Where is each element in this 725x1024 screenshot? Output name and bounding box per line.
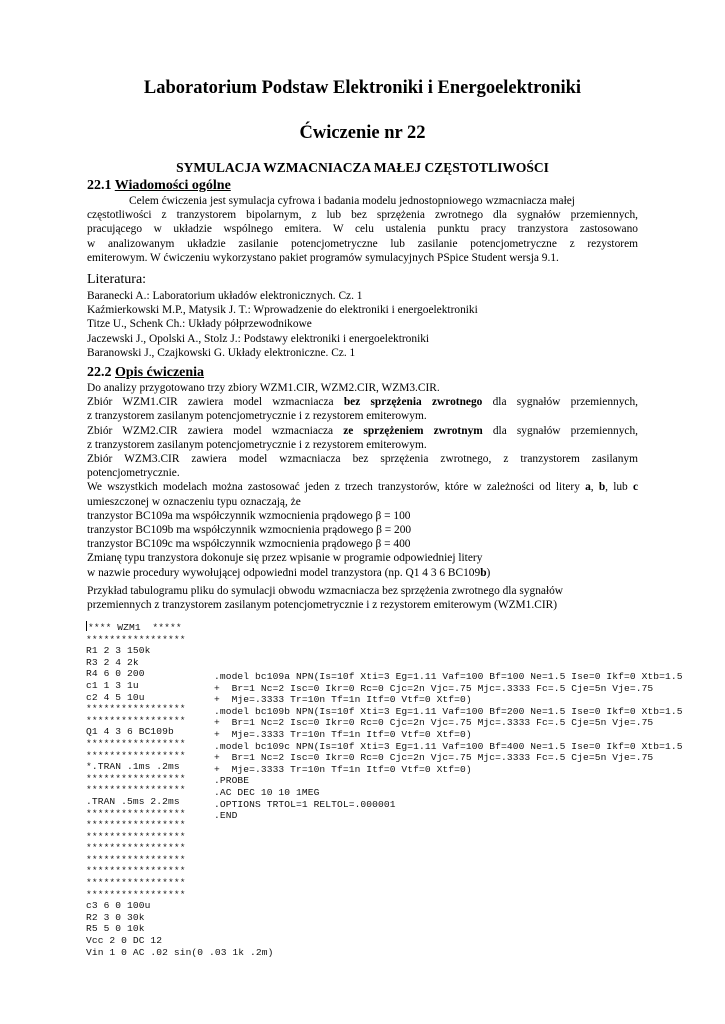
code-line: Q1 4 3 6 BC109b [86, 726, 174, 738]
lab-title: Laboratorium Podstaw Elektroniki i Energoelektroniki [143, 78, 582, 98]
code-line: R4 6 0 200 [86, 668, 145, 680]
code-line: + Br=1 Nc=2 Isc=0 Ikr=0 Rc=0 Cjc=2n Vjc=.75 Mjc=.3333 Fc=.5 Cje=5n Vje=.75 [214, 682, 654, 694]
code-line: .PROBE [214, 775, 250, 787]
code-line: ***************** [86, 877, 186, 889]
code-line: R5 5 0 10k [86, 923, 145, 935]
code-line: ***************** [86, 633, 186, 645]
literature-list [87, 289, 478, 360]
code-line: c2 4 5 10u [86, 691, 145, 703]
section-2-number: 22.2 [87, 365, 112, 380]
code-line: ***************** [86, 842, 186, 854]
code-line: *.TRAN .1ms .2ms [86, 761, 180, 773]
code-line: + Br=1 Nc=2 Isc=0 Ikr=0 Rc=0 Cjc=2n Vjc=.75 Mjc=.3333 Fc=.5 Cje=5n Vje=.75 [214, 717, 654, 729]
paragraph-line: umieszczonej w oznaczeniu typu oznaczają, że [87, 495, 301, 508]
section-2-heading [87, 365, 204, 381]
topic-title: SYMULACJA WZMACNIACZA MAŁEJ CZĘSTOTLIWOŚCI [176, 160, 549, 175]
paragraph-line: z tranzystorem zasilanym potencjometrycznie i z rezystorem emiterowym. [87, 410, 427, 423]
code-line: ***************** [86, 749, 186, 761]
code-line: ***************** [86, 703, 186, 715]
code-line: ***************** [86, 888, 186, 900]
code-listing-models [214, 671, 683, 822]
code-line: .AC DEC 10 10 1MEG [214, 786, 320, 798]
paragraph-line: pracującego w układzie wspólnego emitera. W celu ustalenia punktu pracy tranzystora zastosowano [87, 223, 638, 236]
section-2-body [87, 381, 638, 580]
literature-item: Kaźmierkowski M.P., Matysik J. T.: Wprowadzenie do elektroniki i energoelektroniki [87, 304, 478, 317]
code-line: ***************** [86, 830, 186, 842]
literature-item: Baranowski J., Czajkowski G. Układy elektroniczne. Cz. 1 [87, 346, 356, 359]
code-line: + Br=1 Nc=2 Isc=0 Ikr=0 Rc=0 Cjc=2n Vjc=.75 Mjc=.3333 Fc=.5 Cje=5n Vje=.75 [214, 752, 654, 764]
code-line: ***************** [86, 784, 186, 796]
wzm1-line: Zbiór WZM1.CIR zawiera model wzmacniacza bez sprzężenia zwrotnego dla sygnałów przemiennych, [87, 396, 638, 409]
code-line: + Mje=.3333 Tr=10n Tf=1n Itf=0 Vtf=0 Xtf=0) [214, 763, 472, 775]
code-line: + Mje=.3333 Tr=10n Tf=1n Itf=0 Vtf=0 Xtf=0) [214, 728, 472, 740]
literature-item: Jaczewski J., Opolski A., Stolz J.: Podstawy elektroniki i energoelektroniki [87, 332, 430, 345]
section-1-number: 22.1 [87, 178, 112, 193]
code-line: + Mje=.3333 Tr=10n Tf=1n Itf=0 Vtf=0 Xtf=0) [214, 694, 472, 706]
example-caption [87, 584, 638, 612]
paragraph-line: częstotliwości z tranzystorem bipolarnym, z lub bez sprzężenia zwrotnego dla sygnałów przemiennych, [87, 209, 638, 222]
exercise-title: Ćwiczenie nr 22 [299, 123, 426, 143]
section-1-title: Wiadomości ogólne [114, 178, 231, 193]
code-line: ***************** [86, 714, 186, 726]
code-line: R3 2 4 2k [86, 656, 139, 668]
section-1-paragraph [87, 194, 638, 265]
paragraph-line: z tranzystorem zasilanym potencjometrycznie i z rezystorem emiterowym. [87, 438, 427, 451]
code-line: c1 1 3 1u [86, 679, 139, 691]
code-line: ***************** [86, 737, 186, 749]
paragraph-line: przemiennych z tranzystorem zasilanym potencjometrycznie i z rezystorem emiterowym (WZM1.CIR) [87, 599, 558, 612]
section-2-title: Opis ćwiczenia [115, 365, 205, 380]
paragraph-line: Do analizy przygotowano trzy zbiory WZM1.CIR, WZM2.CIR, WZM3.CIR. [87, 382, 440, 394]
paragraph-line: potencjometrycznie. [87, 467, 180, 480]
code-line: .OPTIONS TRTOL=1 RELTOL=.000001 [214, 798, 396, 810]
code-line: .model bc109b NPN(Is=10f Xti=3 Eg=1.11 Vaf=100 Bf=200 Ne=1.5 Ise=0 Ikf=0 Xtb=1.5 [214, 705, 683, 717]
code-line: R1 2 3 150k [86, 645, 151, 657]
paragraph-line: w analizowanym układzie zasilanie potencjometryczne lub zasilanie potencjometryczne z rezystorem [87, 237, 638, 250]
change-line: w nazwie procedury wywołującej odpowiedni model tranzystora (np. Q1 4 3 6 BC109b) [87, 566, 491, 579]
paragraph-line: Zmianę typu tranzystora dokonuje się przez wpisanie w programie odpowiedniej litery [87, 552, 483, 565]
paragraph-line: Zbiór WZM3.CIR zawiera model wzmacniacza bez sprzężenia zwrotnego, z tranzystorem zasilanym [87, 453, 638, 466]
code-line: R2 3 0 30k [86, 911, 145, 923]
paragraph-line: Celem ćwiczenia jest symulacja cyfrowa i badania modelu jednostopniowego wzmacniacza małej [129, 195, 575, 207]
code-line: ***************** [86, 819, 186, 831]
code-line: ***************** [86, 853, 186, 865]
code-line: ***************** [86, 865, 186, 877]
code-line: .END [214, 810, 238, 822]
transistor-bc109a: tranzystor BC109a ma współczynnik wzmocnienia prądowego β = 100 [87, 509, 411, 522]
code-line: .model bc109a NPN(Is=10f Xti=3 Eg=1.11 Vaf=100 Bf=100 Ne=1.5 Ise=0 Ikf=0 Xtb=1.5 [214, 671, 683, 682]
text-cursor [86, 621, 87, 631]
literature-item: Titze U., Schenk Ch.: Układy półprzewodnikowe [87, 318, 312, 331]
literature-item: Baranecki A.: Laboratorium układów elektronicznych. Cz. 1 [87, 290, 363, 302]
code-line: Vcc 2 0 DC 12 [86, 935, 163, 947]
code-line: ***************** [86, 772, 186, 784]
code-line: ***************** [86, 807, 186, 819]
paragraph-line: emiterowym. W ćwiczeniu wykorzystano pakiet programów symulacyjnych PSpice Student wersja 9.1. [87, 251, 559, 264]
code-line: c3 6 0 100u [86, 900, 151, 912]
transistor-bc109b: tranzystor BC109b ma współczynnik wzmocnienia prądowego β = 200 [87, 524, 412, 537]
transistor-bc109c: tranzystor BC109c ma współczynnik wzmocnienia prądowego β = 400 [87, 538, 411, 551]
models-line: We wszystkich modelach można zastosować jeden z trzech tranzystorów, które w zależności od litery a, b, lub c [87, 481, 638, 494]
section-1-heading [87, 178, 231, 194]
paragraph-line: Przykład tabulogramu pliku do symulacji obwodu wzmacniacza bez sprzężenia zwrotnego dla sygnałów [87, 585, 564, 597]
literature-heading: Literatura: [87, 272, 147, 287]
code-line: Vin 1 0 AC .02 sin(0 .03 1k .2m) [86, 946, 274, 958]
code-line: .model bc109c NPN(Is=10f Xti=3 Eg=1.11 Vaf=100 Bf=400 Ne=1.5 Ise=0 Ikf=0 Xtb=1.5 [214, 740, 683, 752]
code-line: .TRAN .5ms 2.2ms [86, 795, 180, 807]
code-line: **** WZM1 ***** [88, 622, 182, 633]
wzm2-line: Zbiór WZM2.CIR zawiera model wzmacniacza ze sprzężeniem zwrotnym dla sygnałów przemiennych, [87, 424, 638, 437]
